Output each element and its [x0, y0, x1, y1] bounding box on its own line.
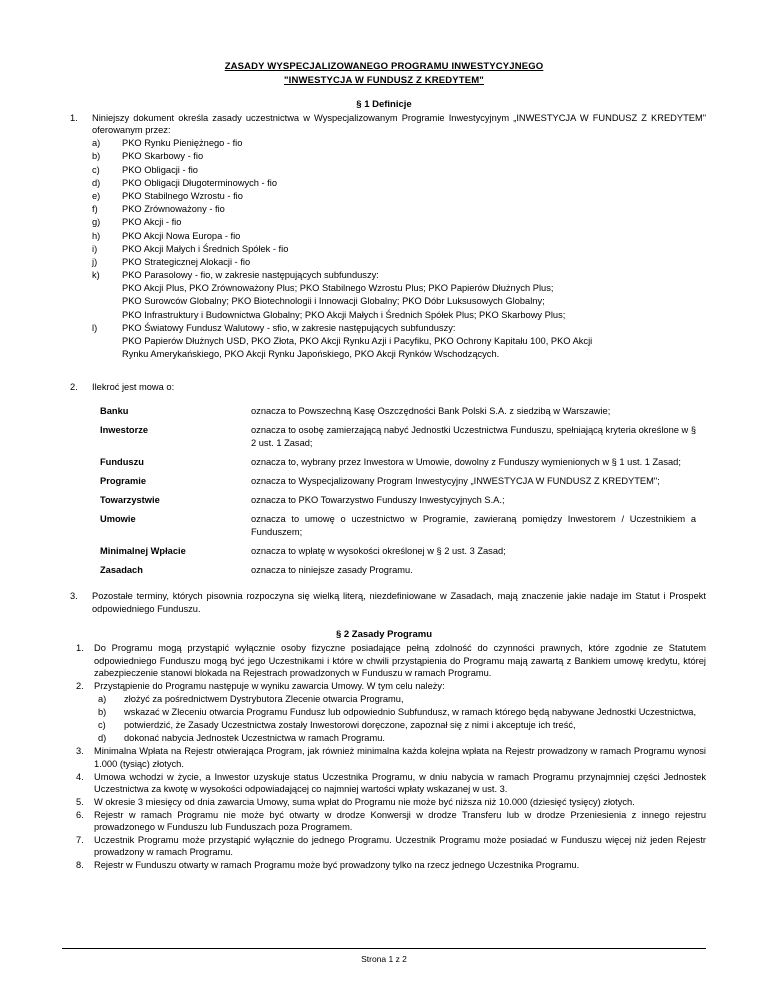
list-text: Minimalna Wpłata na Rejestr otwierająca Program, jak również minimalna każda kolejna wpłata na Rejestr prowadzony w ramach Programu wynosi 1.000 (tysiąc) złotych. [94, 746, 706, 769]
list-marker: j) [92, 256, 98, 267]
list-item [62, 150, 706, 163]
list-marker: 5. [76, 796, 84, 807]
subfund-line: PKO Surowców Globalny; PKO Biotechnologii i Innowacji Globalny; PKO Dóbr Luksusowych Globalny; [122, 296, 545, 307]
definitions-table [100, 405, 696, 583]
table-row [100, 405, 696, 424]
list-marker: c) [92, 164, 100, 175]
section-2-list-part-2 [62, 745, 706, 871]
list-text: PKO Skarbowy - fio [122, 151, 204, 162]
definition-term: Minimalnej Wpłacie [100, 546, 186, 557]
table-row [100, 564, 696, 583]
definition-term: Inwestorze [100, 425, 149, 436]
section-2-heading: § 2 Zasady Programu [335, 629, 433, 641]
section-1-list-item-2 [62, 381, 706, 394]
table-row [100, 513, 696, 545]
definition-description: oznacza to osobę zamierzającą nabyć Jednostki Uczestnictwa Funduszu, spełniającą kryteria określone w § 2 ust. 1 Zasad; [251, 425, 696, 449]
list-item [62, 590, 706, 616]
list-text: złożyć za pośrednictwem Dystrybutora Zlecenie otwarcia Programu, [124, 693, 404, 704]
subfund-line: PKO Papierów Dłużnych USD, PKO Złota, PKO Akcji Rynku Azji i Pacyfiku, PKO Ochrony Kapitału 100, PKO Akcji [122, 336, 593, 346]
list-item [62, 216, 706, 229]
list-text: wskazać w Zleceniu otwarcia Programu Fundusz lub odpowiednio Subfundusz, w ramach którego będą nabywane Jednostki Uczestnictwa, [124, 706, 697, 717]
table-row [100, 456, 696, 475]
definition-description: oznacza to Powszechną Kasę Oszczędności Bank Polski S.A. z siedzibą w Warszawie; [251, 406, 611, 417]
list-text: potwierdzić, że Zasady Uczestnictwa zostały Inwestorowi doręczone, zapoznał się z nimi i akceptuje ich treść, [124, 719, 576, 730]
list-item [62, 112, 706, 138]
document-title-line-1: ZASADY WYSPECJALIZOWANEGO PROGRAMU INWESTYCYJNEGO [224, 61, 544, 72]
section-2-list-part-1 [62, 642, 706, 693]
list-item [62, 796, 706, 809]
list-item [62, 164, 706, 177]
list-marker: l) [92, 322, 98, 333]
definition-description: oznacza to, wybrany przez Inwestora w Umowie, dowolny z Funduszy wymienionych w § 1 ust. 1 Zasad; [251, 457, 681, 468]
list-marker: 2. [70, 382, 78, 393]
list-marker: i) [92, 243, 98, 254]
list-text: PKO Rynku Pieniężnego - fio [122, 138, 243, 149]
definition-term: Banku [100, 406, 129, 417]
list-text: Ilekroć jest mowa o: [92, 382, 175, 393]
list-text: Pozostałe terminy, których pisownia rozpoczyna się wielką literą, niezdefiniowane w Zasadach, mają znaczenie jakie nadaje im Statut i Prospekt odpowiedniego Funduszu. [92, 591, 706, 615]
list-item [62, 732, 706, 745]
definition-term: Funduszu [100, 457, 144, 468]
definition-description: oznacza to niniejsze zasady Programu. [251, 565, 413, 576]
list-text: PKO Strategicznej Alokacji - fio [122, 256, 251, 267]
list-marker: 2. [76, 680, 84, 691]
list-marker: k) [92, 270, 100, 281]
list-item [62, 834, 706, 859]
list-text: W okresie 3 miesięcy od dnia zawarcia Umowy, suma wpłat do Programu nie może być niższa niż 10.000 (dziesięć tysięcy) złotych. [94, 796, 635, 807]
list-text: Do Programu mogą przystąpić wyłącznie osoby fizyczne posiadające pełną zdolność do czynności prawnych, które zgodnie ze Statutem odpowiedniego Funduszu mogą być jego Uczestnikami i które w chwili przystąpienia do Programu mają zawartą z Bankiem umowę kredytu, której zabezpieczenie stanowi blokada na Rejestrach prowadzonych w Funduszu w ramach Programu. [94, 643, 706, 679]
list-text: PKO Akcji Małych i Średnich Spółek - fio [122, 243, 289, 254]
definition-description: oznacza to Wyspecjalizowany Program Inwestycyjny „INWESTYCJA W FUNDUSZ Z KREDYTEM"; [251, 476, 660, 487]
list-item [62, 322, 706, 335]
list-text: PKO Światowy Fundusz Walutowy - sfio, w zakresie następujących subfunduszy: [122, 322, 456, 333]
list-item [62, 745, 706, 770]
list-marker: d) [92, 177, 101, 188]
table-row [100, 475, 696, 494]
section-2-sub-list [62, 693, 706, 746]
definition-term: Umowie [100, 514, 136, 525]
list-item [62, 809, 706, 834]
list-marker: 7. [76, 834, 84, 845]
definition-term: Zasadach [100, 565, 143, 576]
definition-description: oznacza to PKO Towarzystwo Funduszy Inwestycyjnych S.A.; [251, 495, 505, 506]
list-text: PKO Akcji - fio [122, 217, 182, 228]
list-marker: a) [98, 693, 107, 704]
list-marker: 3. [76, 746, 84, 757]
list-text: Przystąpienie do Programu następuje w wyniku zawarcia Umowy. W tym celu należy: [94, 680, 445, 691]
list-item [62, 269, 706, 282]
list-marker: b) [98, 706, 107, 717]
list-item [62, 177, 706, 190]
list-item [62, 203, 706, 216]
list-item [62, 859, 706, 872]
list-marker: 3. [70, 591, 78, 602]
list-text: PKO Stabilnego Wzrostu - fio [122, 190, 243, 201]
document-title [62, 60, 706, 88]
list-marker: d) [98, 733, 107, 744]
definition-description: oznacza to wpłatę w wysokości określonej w § 2 ust. 3 Zasad; [251, 546, 506, 557]
list-item [62, 706, 706, 719]
section-1-list-item-3 [62, 590, 706, 616]
funds-list-continued [62, 322, 706, 335]
list-item [62, 381, 706, 394]
list-text: PKO Obligacji Długoterminowych - fio [122, 177, 278, 188]
list-item [62, 137, 706, 150]
table-row [100, 545, 696, 564]
document-title-line-2: "INWESTYCJA W FUNDUSZ Z KREDYTEM" [284, 74, 484, 86]
list-marker: g) [92, 217, 101, 228]
page-footer: Strona 1 z 2 [62, 948, 706, 964]
list-item [62, 771, 706, 796]
list-text: Umowa wchodzi w życie, a Inwestor uzyskuje status Uczestnika Programu, w dniu nabycia w ramach Programu przynajmniej części Jednostek Uczestnictwa za kwotę w wysokości odpowiadającej co najmniej wartości wpłaty wskazanej w ust. 3. [94, 771, 706, 795]
subfund-line: PKO Infrastruktury i Budownictwa Globalny; PKO Akcji Małych i Średnich Spółek Plus; PKO Skarbowy Plus; [122, 309, 566, 320]
list-marker: e) [92, 190, 101, 201]
list-item [62, 230, 706, 243]
list-text: Niniejszy dokument określa zasady uczestnictwa w Wyspecjalizowanym Programie Inwestycyjnym „INWESTYCJA W FUNDUSZ Z KREDYTEM" oferowanym przez: [92, 112, 706, 136]
list-item [62, 680, 706, 693]
list-text: Rejestr w Funduszu otwarty w ramach Programu może być prowadzony tylko na rzecz jednego Uczestnika Programu. [94, 860, 580, 871]
list-text: Uczestnik Programu może przystąpić wyłącznie do jednego Programu. Uczestnik Programu może posiadać w Funduszu więcej niż jeden Rejestr prowadzony w ramach Programu. [94, 834, 706, 858]
list-text: PKO Akcji Nowa Europa - fio [122, 230, 241, 241]
table-row [100, 494, 696, 513]
list-marker: b) [92, 151, 101, 162]
subfund-line: Rynku Amerykańskiego, PKO Akcji Rynku Japońskiego, PKO Akcji Rynków Wschodzących. [122, 349, 500, 360]
funds-list [62, 137, 706, 282]
table-row [100, 424, 696, 456]
list-text: PKO Obligacji - fio [122, 164, 198, 175]
list-marker: h) [92, 230, 101, 241]
list-text: Rejestr w ramach Programu nie może być otwarty w drodze Konwersji w drodze Transferu lub w drodze Przeniesienia z innego rejestru prowadzonego w Funduszu lub Funduszach poza Programem. [94, 809, 706, 833]
list-marker: 4. [76, 771, 84, 782]
list-marker: c) [98, 719, 106, 730]
section-1-list [62, 112, 706, 138]
list-marker: 1. [70, 112, 78, 123]
list-marker: 1. [76, 643, 84, 654]
definition-description: oznacza to umowę o uczestnictwo w Programie, zawieraną pomiędzy Inwestorem / Uczestnikiem a Funduszem; [251, 514, 696, 538]
list-marker: f) [92, 204, 98, 215]
section-1-heading: § 1 Definicje [356, 98, 412, 110]
list-item [62, 719, 706, 732]
list-item [62, 190, 706, 203]
list-item [62, 642, 706, 680]
list-item [62, 256, 706, 269]
list-text: dokonać nabycia Jednostek Uczestnictwa w ramach Programu. [124, 733, 385, 744]
list-item [62, 693, 706, 706]
list-item [62, 243, 706, 256]
definition-term: Towarzystwie [100, 495, 160, 506]
list-marker: 8. [76, 860, 84, 871]
list-marker: 6. [76, 809, 84, 820]
list-text: PKO Zrównoważony - fio [122, 204, 225, 215]
list-text: PKO Parasolowy - fio, w zakresie następujących subfunduszy: [122, 270, 379, 281]
definition-term: Programie [100, 476, 146, 487]
list-marker: a) [92, 138, 101, 149]
subfund-line: PKO Akcji Plus, PKO Zrównoważony Plus; PKO Stabilnego Wzrostu Plus; PKO Papierów Dłużnych Plus; [122, 283, 554, 294]
